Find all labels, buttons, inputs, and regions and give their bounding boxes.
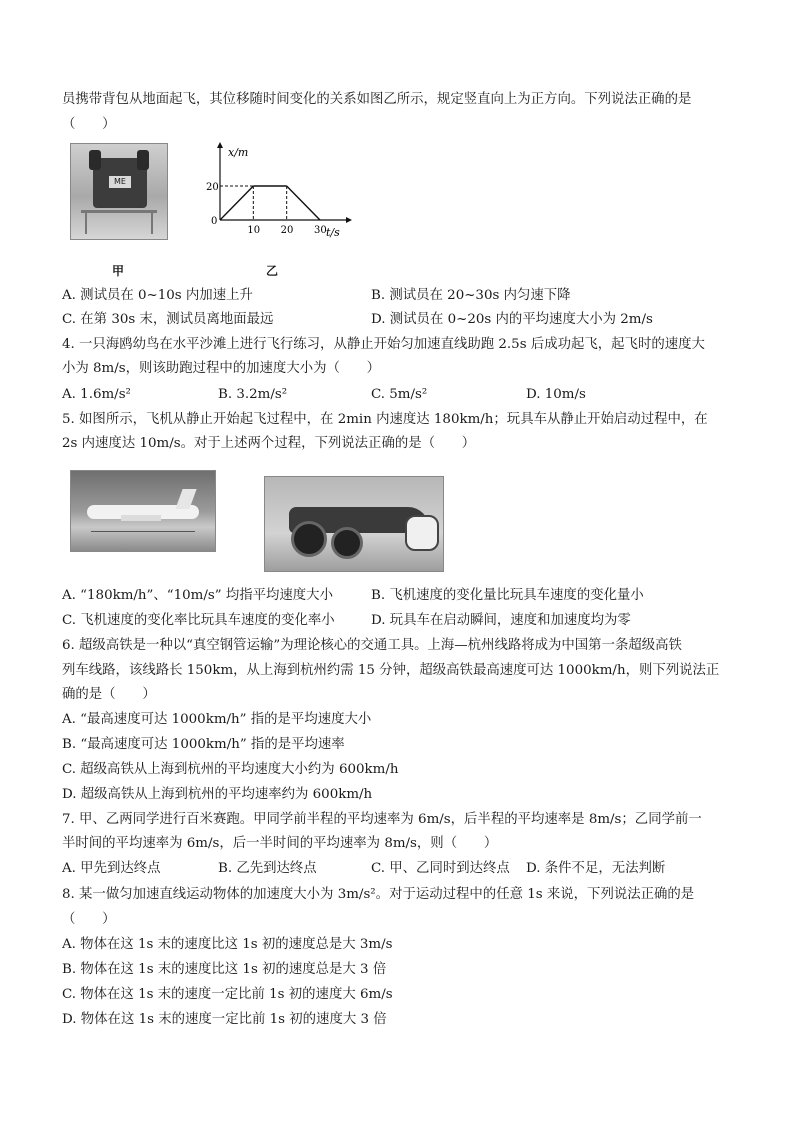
- q4-option-d[interactable]: D. 10m/s: [526, 387, 586, 402]
- toy-car-wheel-front: [291, 521, 327, 557]
- q7-stem-line2: 半时间的平均速率为 6m/s，后一半时间的平均速率为 8m/s，则（ ）: [62, 836, 498, 851]
- q8-stem-line2: （ ）: [62, 912, 116, 927]
- y-tick-label: 20: [206, 182, 219, 193]
- x-tick-label: 20: [280, 225, 294, 236]
- toy-car-wheel-middle: [331, 527, 363, 559]
- q5-option-d[interactable]: D. 玩具车在启动瞬间，速度和加速度均为零: [371, 613, 631, 628]
- q5-stem-line1: 5. 如图所示，飞机从静止开始起飞过程中，在 2min 内速度达 180km/h；玩具车从静止开始启动过程中，在: [62, 412, 708, 427]
- q3-stem-line1: 员携带背包从地面起飞，其位移随时间变化的关系如图乙所示，规定竖直向上为正方向。下列说法正确的是: [62, 92, 692, 107]
- q7-option-a[interactable]: A. 甲先到达终点: [62, 861, 161, 876]
- q8-option-b[interactable]: B. 物体在这 1s 末的速度比这 1s 初的速度总是大 3 倍: [62, 962, 387, 977]
- q6-option-b[interactable]: B. “最高速度可达 1000km/h” 指的是平均速率: [62, 737, 345, 752]
- q5-option-b[interactable]: B. 飞机速度的变化量比玩具车速度的变化量小: [371, 588, 644, 603]
- displacement-time-graph: [196, 140, 356, 240]
- x-axis-label: t/s: [326, 226, 340, 239]
- y-tick-label: 0: [211, 216, 218, 227]
- series-segment: [220, 186, 253, 220]
- q6-stem-line3: 确的是（ ）: [62, 687, 156, 702]
- jetpack-photo: [70, 143, 168, 240]
- q7-option-b[interactable]: B. 乙先到达终点: [218, 861, 317, 876]
- q4-stem-line1: 4. 一只海鸥幼鸟在水平沙滩上进行飞行练习，从静止开始匀加速直线助跑 2.5s 后成功起飞，起飞时的速度大: [62, 337, 705, 352]
- q6-stem-line1: 6. 超级高铁是一种以“真空钢管运输”为理论核心的交通工具。上海—杭州线路将成为中国第一条超级高铁: [62, 638, 682, 653]
- q8-option-a[interactable]: A. 物体在这 1s 末的速度比这 1s 初的速度总是大 3m/s: [62, 937, 393, 952]
- q3-option-b[interactable]: B. 测试员在 20~30s 内匀速下降: [371, 288, 571, 303]
- q6-option-d[interactable]: D. 超级高铁从上海到杭州的平均速率约为 600km/h: [62, 787, 373, 802]
- q3-stem-line2: （ ）: [62, 117, 116, 132]
- jetpack-leg: [85, 210, 87, 234]
- q7-stem-line1: 7. 甲、乙两同学进行百米赛跑。甲同学前半程的平均速率为 6m/s，后半程的平均速率是 8m/s；乙同学前一: [62, 812, 702, 827]
- jetpack-engine-right: [137, 150, 149, 170]
- figure-yi-label: 乙: [266, 264, 279, 278]
- q4-stem-line2: 小为 8m/s，则该助跑过程中的加速度大小为（ ）: [62, 361, 381, 376]
- x-tick-label: 30: [314, 225, 327, 236]
- q7-option-c[interactable]: C. 甲、乙同时到达终点: [371, 861, 510, 876]
- x-axis-arrow-icon: [346, 217, 352, 223]
- q4-option-c[interactable]: C. 5m/s²: [371, 387, 428, 402]
- q6-option-a[interactable]: A. “最高速度可达 1000km/h” 指的是平均速度大小: [62, 712, 372, 727]
- graph-marks: [206, 182, 327, 236]
- toy-car-wheel-rear: [405, 515, 439, 551]
- q3-option-c[interactable]: C. 在第 30s 末，测试员离地面最远: [62, 312, 274, 327]
- q8-option-c[interactable]: C. 物体在这 1s 末的速度一定比前 1s 初的速度大 6m/s: [62, 987, 393, 1002]
- figure-jia-label: 甲: [112, 264, 125, 278]
- q8-option-d[interactable]: D. 物体在这 1s 末的速度一定比前 1s 初的速度大 3 倍: [62, 1012, 387, 1027]
- q6-option-c[interactable]: C. 超级高铁从上海到杭州的平均速度大小约为 600km/h: [62, 762, 399, 777]
- airplane-wing: [121, 515, 161, 521]
- jetpack-engine-left: [89, 150, 101, 170]
- jetpack-badge: ME: [109, 176, 131, 188]
- airplane-photo: [70, 470, 216, 552]
- q6-stem-line2: 列车线路，该线路长 150km，从上海到杭州约需 15 分钟，超级高铁最高速度可达 1000km/h，则下列说法正: [62, 663, 720, 678]
- q4-option-a[interactable]: A. 1.6m/s²: [62, 387, 131, 402]
- q3-option-d[interactable]: D. 测试员在 0~20s 内的平均速度大小为 2m/s: [371, 312, 653, 327]
- jetpack-leg: [151, 210, 153, 234]
- q5-option-c[interactable]: C. 飞机速度的变化率比玩具车速度的变化率小: [62, 613, 335, 628]
- jetpack-stand: [81, 210, 157, 213]
- y-axis-arrow-icon: [217, 142, 223, 148]
- q5-stem-line2: 2s 内速度达 10m/s。对于上述两个过程，下列说法正确的是（ ）: [62, 436, 476, 451]
- q5-option-a[interactable]: A. “180km/h”、“10m/s” 均指平均速度大小: [62, 588, 333, 603]
- runway-line: [91, 531, 195, 532]
- q3-option-a[interactable]: A. 测试员在 0~10s 内加速上升: [62, 288, 253, 303]
- q7-option-d[interactable]: D. 条件不足，无法判断: [526, 861, 666, 876]
- toy-car-photo: [264, 476, 444, 572]
- q8-stem-line1: 8. 某一做匀加速直线运动物体的加速度大小为 3m/s²。对于运动过程中的任意 1s 来说，下列说法正确的是: [62, 887, 695, 902]
- series-segment: [287, 186, 320, 220]
- x-tick-label: 10: [247, 225, 261, 236]
- y-axis-label: x/m: [228, 146, 249, 159]
- q4-option-b[interactable]: B. 3.2m/s²: [218, 387, 288, 402]
